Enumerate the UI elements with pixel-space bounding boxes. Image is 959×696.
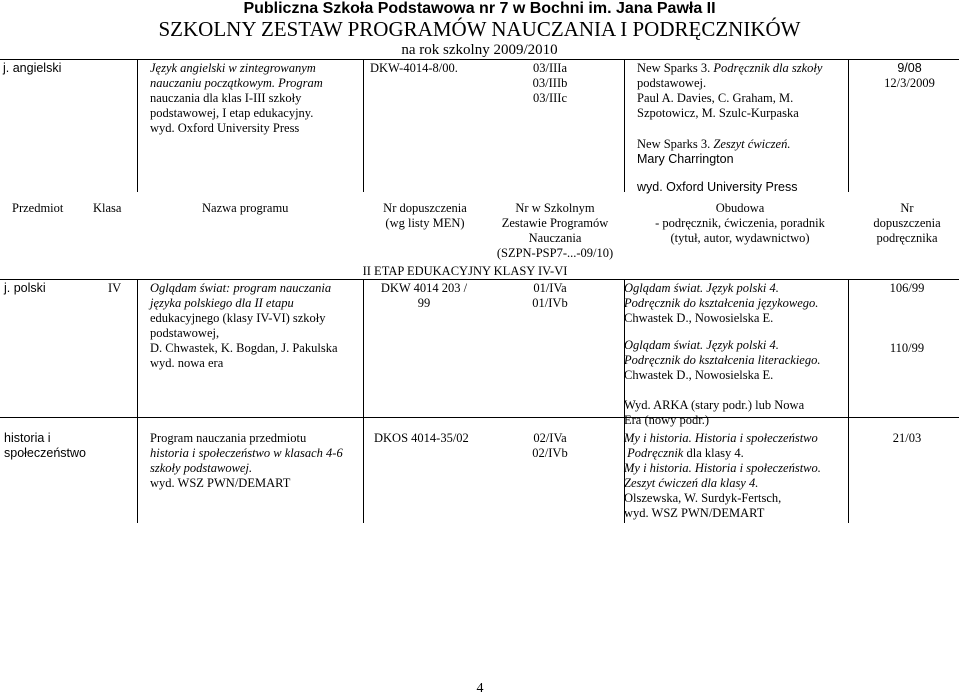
header-obudowa: Obudowa - podręcznik, ćwiczenia, poradnik (tytuł, autor, wydawnictwo) [655,201,825,245]
obudowa-cell: My i historia. Historia i społeczeństwo Podręcznik dla klasy 4. My i historia. Historia i społeczeństwo. Zeszyt ćwiczeń dla klasy 4. Olszewska, W. Surdyk-Fertsch, wyd. WSZ PWN/DEMART [624,431,821,520]
column-divider [848,59,849,192]
szkolny-cell: 02/IVa 02/IVb [532,431,568,460]
column-divider [363,59,364,192]
subject-cell: j. angielski [3,61,62,75]
column-divider [848,279,849,523]
obudowa-cell: Oglądam świat. Język polski 4. Podręcznik do kształcenia językowego. Chwastek D., Nowosielska E. [624,281,819,325]
row-divider [0,417,959,418]
dopuszczenie-cell: DKW 4014 203 / 99 [380,281,468,310]
stage-label: II ETAP EDUKACYJNY KLASY IV-VI [362,264,568,278]
obudowa-cell: New Sparks 3. Podręcznik dla szkoły podstawowej. Paul A. Davies, C. Graham, M. Szpotowicz, M. Szulc-Kurpaska [637,61,823,120]
szkolny-cell: 01/IVa 01/IVb [532,281,568,310]
header-klasa: Klasa [93,201,122,215]
szkolny-cell: 03/IIIa 03/IIIb 03/IIIc [532,61,568,105]
obudowa-cell-literary: Oglądam świat. Język polski 4. Podręcznik do kształcenia literackiego. Chwastek D., Nowosielska E. [624,338,821,382]
column-divider [137,59,138,192]
column-divider [624,59,625,192]
header-nazwa-programu: Nazwa programu [202,201,289,215]
dopuszczenie-cell: DKW-4014-8/00. [370,61,458,75]
klasa-cell: IV [108,281,122,295]
program-cell: Język angielski w zintegrowanym nauczaniu początkowym. Program nauczania dla klas I-III szkoły podstawowej, I etap edukacyjny. wyd. Oxford University Press [150,61,323,135]
header-nr-szkolny: Nr w Szkolnym Zestawie Programów Nauczania (SZPN-PSP7-...-09/10) [496,201,614,260]
header-nr-dopuszczenia: Nr dopuszczenia (wg listy MEN) [383,201,467,230]
subject-cell: j. polski [4,281,46,295]
school-year: na rok szkolny 2009/2010 [401,42,558,58]
obudowa-publisher: wyd. Oxford University Press [637,180,798,194]
header-nr-podrecznika: Nr dopuszczenia podręcznika [873,201,941,245]
dopuszczenie-cell: DKOS 4014-35/02 [374,431,469,445]
podrecznik-nr-cell: 21/03 [892,431,922,445]
document-title: SZKOLNY ZESTAW PROGRAMÓW NAUCZANIA I PODRĘCZNIKÓW [158,17,801,41]
obudowa-publisher-note: Wyd. ARKA (stary podr.) lub Nowa Era (nowy podr.) [624,398,805,427]
podrecznik-nr-cell: 9/08 12/3/2009 [884,61,935,90]
lower-table-border [0,279,959,280]
podrecznik-nr-cell: 106/99 [889,281,925,295]
school-name: Publiczna Szkoła Podstawowa nr 7 w Bochni im. Jana Pawła II [243,0,716,17]
program-cell: Oglądam świat: program nauczania języka polskiego dla II etapu edukacyjnego (klasy IV-VI) szkoły podstawowej, D. Chwastek, K. Bogdan, J. Pakulska wyd. nowa era [150,281,338,370]
column-divider [363,279,364,523]
podrecznik-nr-cell: 110/99 [889,341,925,355]
column-divider [137,279,138,523]
page-number: 4 [476,681,484,696]
program-cell: Program nauczania przedmiotu historia i społeczeństwo w klasach 4-6 szkoły podstawowej. wyd. WSZ PWN/DEMART [150,431,343,490]
subject-cell: historia i społeczeństwo [4,431,86,460]
obudowa-cell-workbook: New Sparks 3. Zeszyt ćwiczeń. Mary Charrington [637,137,791,166]
top-table-border [0,59,959,60]
header-przedmiot: Przedmiot [12,201,64,215]
